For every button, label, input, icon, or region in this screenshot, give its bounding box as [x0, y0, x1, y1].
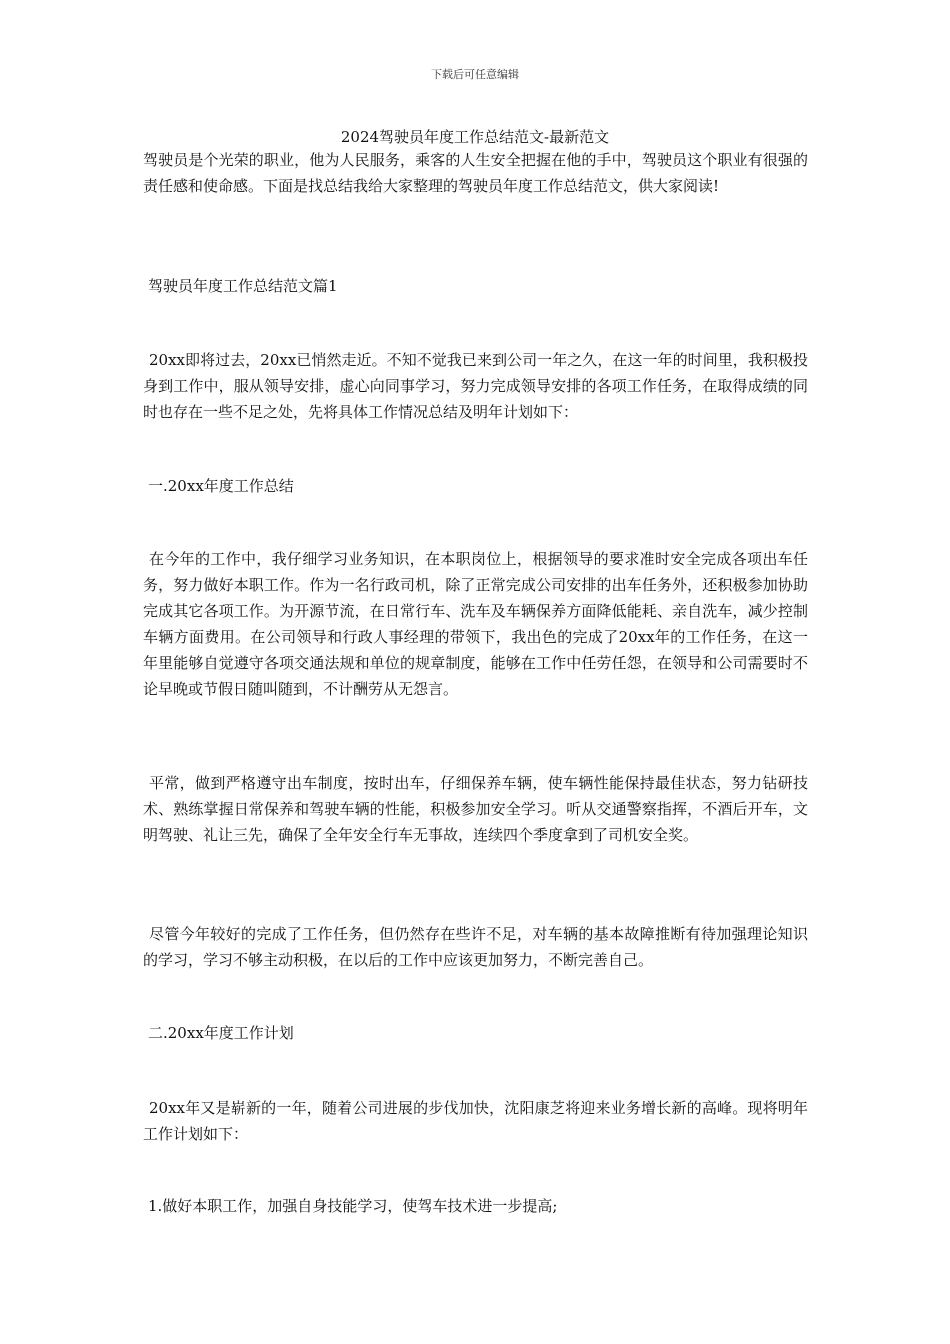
intro-paragraph: 驾驶员是个光荣的职业，他为人民服务，乘客的人生安全把握在他的手中，驾驶员这个职业有很强的责任感和使命感。下面是找总结我给大家整理的驾驶员年度工作总结范文，供大家阅读! — [143, 151, 808, 195]
section-title: 驾驶员年度工作总结范文篇1 — [148, 277, 338, 295]
paragraph-1: 20xx即将过去，20xx已悄然走近。不知不觉我已来到公司一年之久，在这一年的时间里，我积极投身到工作中，服从领导安排，虚心向同事学习，努力完成领导安排的各项工作任务，在取得成绩的同时也存在一些不足之处，先将具体工作情况总结及明年计划如下： — [143, 351, 808, 421]
plan-item-1: 1.做好本职工作，加强自身技能学习，使驾车技术进一步提高; — [148, 1197, 558, 1215]
paragraph-3: 平常，做到严格遵守出车制度，按时出车，仔细保养车辆，使车辆性能保持最佳状态，努力钻研技术、熟练掌握日常保养和驾驶车辆的性能，积极参加安全学习。听从交通警察指挥，不酒后开车，文明驾驶、礼让三先，确保了全年安全行车无事故，连续四个季度拿到了司机安全奖。 — [143, 774, 808, 844]
paragraph-2: 在今年的工作中，我仔细学习业务知识，在本职岗位上，根据领导的要求准时安全完成各项出车任务，努力做好本职工作。作为一名行政司机，除了正常完成公司安排的出车任务外，还积极参加协助完成其它各项工作。为开源节流，在日常行车、洗车及车辆保养方面降低能耗、亲自洗车，减少控制车辆方面费用。在公司领导和行政人事经理的带领下，我出色的完成了20xx年的工作任务，在这一年里能够自觉遵守各项交通法规和单位的规章制度，能够在工作中任劳任怨，在领导和公司需要时不论早晚或节假日随叫随到，不计酬劳从无怨言。 — [143, 550, 808, 698]
document-title: 2024驾驶员年度工作总结范文-最新范文 — [340, 128, 610, 146]
heading-work-plan: 二.20xx年度工作计划 — [148, 1024, 294, 1042]
paragraph-4: 尽管今年较好的完成了工作任务，但仍然存在些许不足，对车辆的基本故障推断有待加强理论知识的学习，学习不够主动积极，在以后的工作中应该更加努力，不断完善自己。 — [143, 925, 808, 969]
heading-work-summary: 一.20xx年度工作总结 — [148, 477, 294, 495]
page-header: 下载后可任意编辑 — [431, 68, 519, 81]
paragraph-5: 20xx年又是崭新的一年，随着公司进展的步伐加快，沈阳康芝将迎来业务增长新的高峰。现将明年工作计划如下： — [143, 1099, 808, 1143]
